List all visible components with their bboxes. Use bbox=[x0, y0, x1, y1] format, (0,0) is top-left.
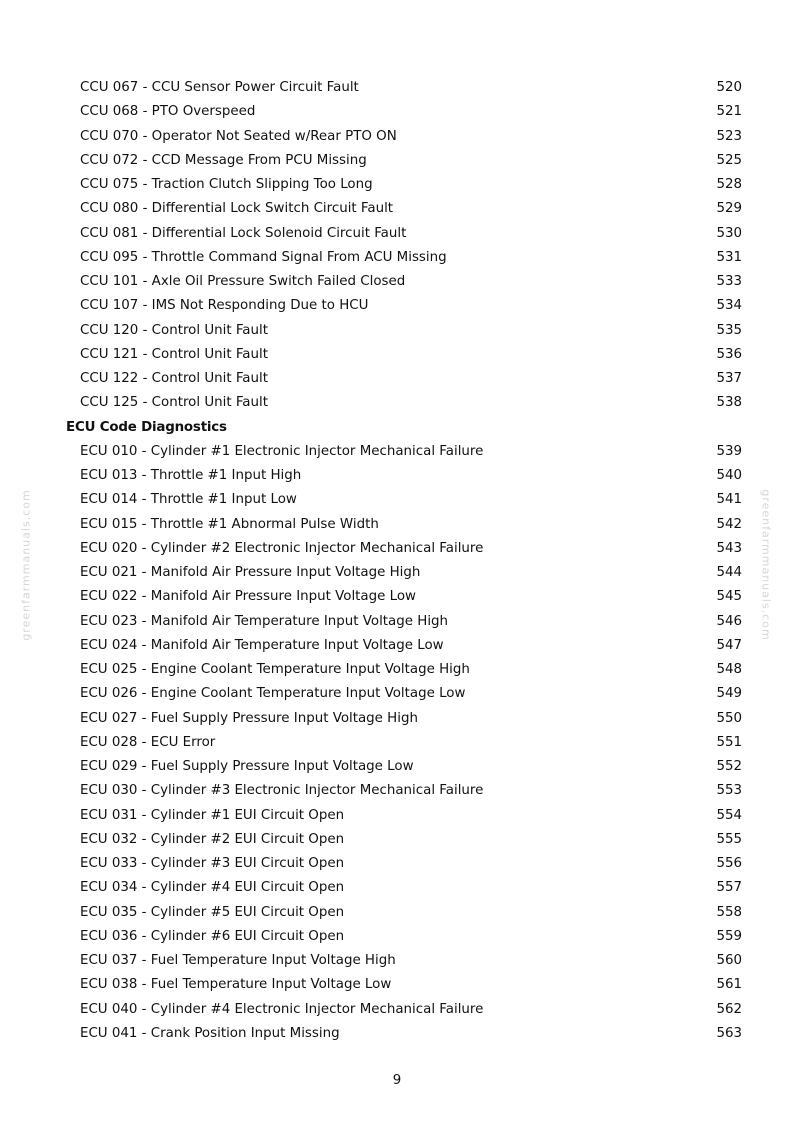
toc-entry-title: ECU 027 - Fuel Supply Pressure Input Voltage High bbox=[80, 710, 418, 726]
toc-entry[interactable] bbox=[66, 634, 742, 658]
toc-entry-page-number: 558 bbox=[716, 904, 742, 920]
toc-entry-title: ECU 036 - Cylinder #6 EUI Circuit Open bbox=[80, 928, 345, 944]
toc-entry-page-number: 556 bbox=[716, 856, 742, 871]
toc-entry-page-number: 520 bbox=[716, 80, 742, 95]
toc-entry[interactable] bbox=[66, 973, 742, 997]
toc-entry-title: CCU 068 - PTO Overspeed bbox=[80, 104, 256, 120]
toc-entry[interactable] bbox=[66, 1022, 742, 1046]
toc-entry-title: ECU 030 - Cylinder #3 Electronic Injector Mechanical Failure bbox=[80, 783, 484, 799]
toc-entry-title: ECU 032 - Cylinder #2 EUI Circuit Open bbox=[80, 831, 345, 847]
section-heading-ecu-code-diagnostics: ECU Code Diagnostics bbox=[66, 419, 227, 435]
toc-entry[interactable] bbox=[66, 998, 742, 1022]
toc-entry[interactable] bbox=[66, 804, 742, 828]
toc-entry[interactable] bbox=[66, 852, 742, 876]
toc-entry-page-number: 538 bbox=[716, 395, 742, 411]
toc-entry[interactable] bbox=[66, 222, 742, 246]
toc-entry-page-number: 530 bbox=[716, 225, 742, 241]
toc-entry[interactable] bbox=[66, 488, 742, 512]
toc-entry-title: CCU 107 - IMS Not Responding Due to HCU bbox=[80, 298, 369, 314]
toc-entry-page-number: 521 bbox=[716, 104, 742, 120]
toc-entry-title: ECU 024 - Manifold Air Temperature Input Voltage Low bbox=[80, 637, 444, 653]
toc-entry[interactable] bbox=[66, 610, 742, 634]
toc-entry-page-number: 523 bbox=[716, 128, 742, 144]
toc-entry[interactable] bbox=[66, 173, 742, 197]
toc-entry[interactable] bbox=[66, 319, 742, 343]
toc-entry-page-number: 559 bbox=[716, 928, 742, 944]
ecu-entry-list bbox=[66, 440, 742, 1046]
toc-entry-title: ECU 026 - Engine Coolant Temperature Input Voltage Low bbox=[80, 686, 466, 702]
toc-entry[interactable] bbox=[66, 294, 742, 318]
toc-entry-title: CCU 080 - Differential Lock Switch Circuit Fault bbox=[80, 201, 394, 217]
toc-entry[interactable] bbox=[66, 731, 742, 755]
toc-entry[interactable] bbox=[66, 876, 742, 900]
toc-entry[interactable] bbox=[66, 76, 742, 100]
toc-entry-title: ECU 040 - Cylinder #4 Electronic Injector Mechanical Failure bbox=[80, 1001, 484, 1017]
toc-entry-page-number: 542 bbox=[716, 516, 742, 532]
toc-entry-page-number: 531 bbox=[716, 249, 742, 265]
toc-entry[interactable] bbox=[66, 391, 742, 415]
toc-entry-page-number: 557 bbox=[716, 880, 742, 896]
toc-entry[interactable] bbox=[66, 149, 742, 173]
toc-entry[interactable] bbox=[66, 440, 742, 464]
toc-entry[interactable] bbox=[66, 367, 742, 391]
toc-entry-title: ECU 023 - Manifold Air Temperature Input Voltage High bbox=[80, 613, 449, 629]
toc-entry[interactable] bbox=[66, 197, 742, 221]
toc-entry[interactable] bbox=[66, 949, 742, 973]
toc-entry[interactable] bbox=[66, 125, 742, 149]
toc-entry-title: CCU 120 - Control Unit Fault bbox=[80, 322, 268, 338]
toc-entry-page-number: 541 bbox=[716, 492, 742, 508]
toc-entry-title: ECU 035 - Cylinder #5 EUI Circuit Open bbox=[80, 904, 345, 920]
toc-entry-page-number: 554 bbox=[716, 807, 742, 823]
toc-entry[interactable] bbox=[66, 561, 742, 585]
table-of-contents bbox=[66, 76, 742, 1046]
toc-entry-title: ECU 033 - Cylinder #3 EUI Circuit Open bbox=[80, 856, 345, 871]
toc-entry[interactable] bbox=[66, 537, 742, 561]
toc-entry-page-number: 534 bbox=[716, 298, 742, 314]
toc-entry-title: ECU 014 - Throttle #1 Input Low bbox=[80, 492, 297, 508]
toc-entry-page-number: 535 bbox=[716, 322, 742, 338]
toc-entry-title: ECU 022 - Manifold Air Pressure Input Voltage Low bbox=[80, 589, 416, 605]
toc-entry[interactable] bbox=[66, 464, 742, 488]
ccu-entry-list bbox=[66, 76, 742, 416]
toc-entry-title: CCU 101 - Axle Oil Pressure Switch Failed Closed bbox=[80, 274, 406, 289]
toc-entry-title: CCU 095 - Throttle Command Signal From ACU Missing bbox=[80, 249, 447, 265]
toc-entry-page-number: 545 bbox=[716, 589, 742, 605]
toc-entry-title: ECU 025 - Engine Coolant Temperature Input Voltage High bbox=[80, 662, 470, 677]
toc-entry-page-number: 536 bbox=[716, 346, 742, 362]
toc-entry-page-number: 543 bbox=[716, 540, 742, 556]
toc-entry-page-number: 533 bbox=[716, 274, 742, 289]
toc-entry-page-number: 537 bbox=[716, 371, 742, 386]
toc-entry-title: CCU 075 - Traction Clutch Slipping Too Long bbox=[80, 177, 373, 192]
watermark-right: greenfarmmanuals.com bbox=[759, 489, 773, 641]
toc-entry[interactable] bbox=[66, 658, 742, 682]
toc-entry-title: ECU 034 - Cylinder #4 EUI Circuit Open bbox=[80, 880, 345, 896]
toc-entry-title: CCU 125 - Control Unit Fault bbox=[80, 395, 268, 411]
toc-entry-title: CCU 121 - Control Unit Fault bbox=[80, 346, 268, 362]
toc-entry-title: CCU 081 - Differential Lock Solenoid Circuit Fault bbox=[80, 225, 407, 241]
toc-entry[interactable] bbox=[66, 682, 742, 706]
toc-entry[interactable] bbox=[66, 270, 742, 294]
toc-entry-title: ECU 020 - Cylinder #2 Electronic Injector Mechanical Failure bbox=[80, 540, 484, 556]
toc-entry[interactable] bbox=[66, 901, 742, 925]
toc-entry-title: ECU 013 - Throttle #1 Input High bbox=[80, 468, 302, 483]
toc-entry[interactable] bbox=[66, 585, 742, 609]
toc-entry-page-number: 563 bbox=[716, 1025, 742, 1041]
toc-entry[interactable] bbox=[66, 246, 742, 270]
toc-entry-title: CCU 072 - CCD Message From PCU Missing bbox=[80, 152, 367, 168]
toc-entry-title: ECU 015 - Throttle #1 Abnormal Pulse Width bbox=[80, 516, 379, 532]
toc-entry[interactable] bbox=[66, 100, 742, 124]
watermark-left: greenfarmmanuals.com bbox=[19, 489, 33, 641]
toc-entry-page-number: 540 bbox=[716, 468, 742, 483]
toc-entry-title: ECU 031 - Cylinder #1 EUI Circuit Open bbox=[80, 807, 345, 823]
toc-entry[interactable] bbox=[66, 755, 742, 779]
toc-entry-page-number: 544 bbox=[716, 565, 742, 580]
toc-entry-page-number: 560 bbox=[716, 953, 742, 968]
toc-entry-page-number: 551 bbox=[716, 734, 742, 750]
toc-entry-page-number: 552 bbox=[716, 759, 742, 774]
page-number: 9 bbox=[392, 1073, 402, 1088]
toc-entry-page-number: 525 bbox=[716, 152, 742, 168]
toc-entry-page-number: 555 bbox=[716, 831, 742, 847]
toc-entry-page-number: 528 bbox=[716, 177, 742, 192]
toc-entry-title: ECU 037 - Fuel Temperature Input Voltage High bbox=[80, 953, 396, 968]
toc-entry[interactable] bbox=[66, 828, 742, 852]
toc-entry-title: CCU 122 - Control Unit Fault bbox=[80, 371, 268, 386]
toc-entry[interactable] bbox=[66, 343, 742, 367]
toc-entry[interactable] bbox=[66, 925, 742, 949]
toc-entry-title: CCU 070 - Operator Not Seated w/Rear PTO ON bbox=[80, 128, 397, 144]
toc-entry-page-number: 539 bbox=[716, 443, 742, 459]
toc-entry[interactable] bbox=[66, 779, 742, 803]
toc-entry-title: ECU 010 - Cylinder #1 Electronic Injector Mechanical Failure bbox=[80, 443, 484, 459]
toc-entry-page-number: 549 bbox=[716, 686, 742, 702]
toc-entry-title: ECU 028 - ECU Error bbox=[80, 734, 216, 750]
toc-entry-page-number: 547 bbox=[716, 637, 742, 653]
toc-entry-page-number: 529 bbox=[716, 201, 742, 217]
toc-entry-page-number: 548 bbox=[716, 662, 742, 677]
toc-entry[interactable] bbox=[66, 707, 742, 731]
toc-entry-title: CCU 067 - CCU Sensor Power Circuit Fault bbox=[80, 80, 359, 95]
toc-entry-title: ECU 029 - Fuel Supply Pressure Input Voltage Low bbox=[80, 759, 414, 774]
toc-entry-title: ECU 041 - Crank Position Input Missing bbox=[80, 1025, 340, 1041]
toc-entry-title: ECU 038 - Fuel Temperature Input Voltage Low bbox=[80, 977, 392, 993]
toc-entry-page-number: 546 bbox=[716, 613, 742, 629]
toc-entry-title: ECU 021 - Manifold Air Pressure Input Voltage High bbox=[80, 565, 421, 580]
toc-entry-page-number: 553 bbox=[716, 783, 742, 799]
toc-entry[interactable] bbox=[66, 513, 742, 537]
toc-entry-page-number: 550 bbox=[716, 710, 742, 726]
toc-entry-page-number: 561 bbox=[716, 977, 742, 993]
toc-entry-page-number: 562 bbox=[716, 1001, 742, 1017]
